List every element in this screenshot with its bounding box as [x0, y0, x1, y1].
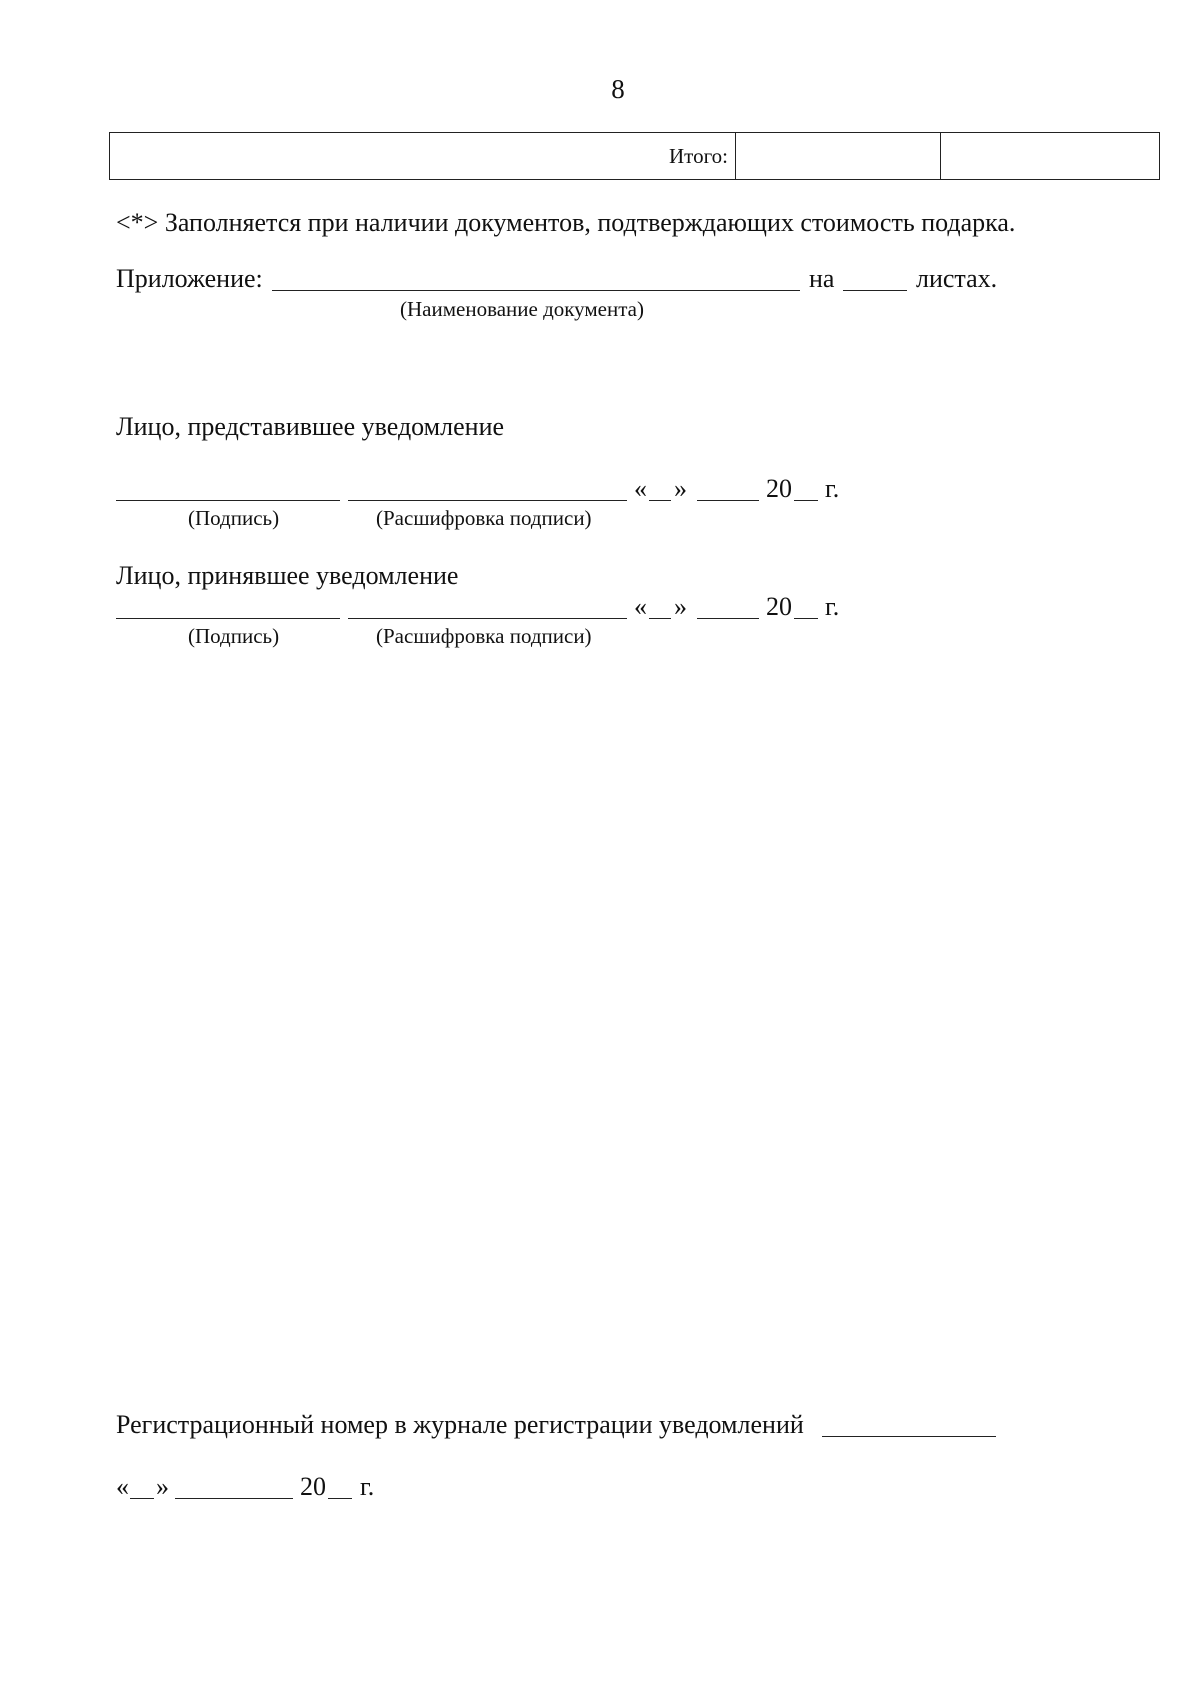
registration-year-blank	[328, 1498, 352, 1499]
attachment-on: на	[809, 264, 835, 293]
attachment-sheets: листах.	[916, 264, 998, 293]
submitter-heading: Лицо, представившее уведомление	[116, 412, 505, 441]
submitter-signature-blank	[116, 500, 340, 501]
receiver-quote-open: «	[634, 592, 647, 621]
attachment-sheets-blank	[843, 290, 907, 291]
table-row	[110, 133, 1160, 180]
receiver-heading: Лицо, принявшее уведомление	[116, 561, 459, 590]
registration-label: Регистрационный номер в журнале регистрации уведомлений	[116, 1410, 804, 1439]
total-cell-2	[941, 133, 1160, 180]
receiver-year-prefix: 20	[766, 592, 792, 621]
submitter-year-blank	[794, 500, 818, 501]
registration-year-prefix: 20	[300, 1472, 326, 1501]
registration-year-suffix: г.	[360, 1472, 375, 1501]
submitter-caption-signature: (Подпись)	[188, 506, 280, 530]
total-table	[109, 132, 1160, 180]
registration-quote-open: «	[116, 1472, 129, 1501]
submitter-decoding-blank	[348, 500, 627, 501]
page-number: 8	[611, 74, 625, 104]
receiver-day-blank	[649, 618, 671, 619]
submitter-caption-decoding: (Расшифровка подписи)	[376, 506, 592, 530]
receiver-year-suffix: г.	[825, 592, 840, 621]
submitter-quote-close: »	[674, 474, 687, 503]
total-label: Итого:	[110, 133, 736, 180]
registration-month-blank	[175, 1498, 293, 1499]
receiver-caption-decoding: (Расшифровка подписи)	[376, 624, 592, 648]
receiver-decoding-blank	[348, 618, 627, 619]
receiver-caption-signature: (Подпись)	[188, 624, 280, 648]
footnote: <*> Заполняется при наличии документов, подтверждающих стоимость подарка.	[116, 208, 1016, 237]
registration-quote-close: »	[156, 1472, 169, 1501]
receiver-month-blank	[697, 618, 759, 619]
submitter-month-blank	[697, 500, 759, 501]
submitter-day-blank	[649, 500, 671, 501]
total-cell-1	[736, 133, 941, 180]
receiver-quote-close: »	[674, 592, 687, 621]
submitter-year-prefix: 20	[766, 474, 792, 503]
attachment-document-blank	[272, 290, 800, 291]
registration-number-blank	[822, 1436, 996, 1437]
receiver-signature-blank	[116, 618, 340, 619]
registration-day-blank	[130, 1498, 154, 1499]
attachment-label: Приложение:	[116, 264, 263, 293]
attachment-caption: (Наименование документа)	[400, 297, 644, 321]
receiver-year-blank	[794, 618, 818, 619]
submitter-quote-open: «	[634, 474, 647, 503]
submitter-year-suffix: г.	[825, 474, 840, 503]
